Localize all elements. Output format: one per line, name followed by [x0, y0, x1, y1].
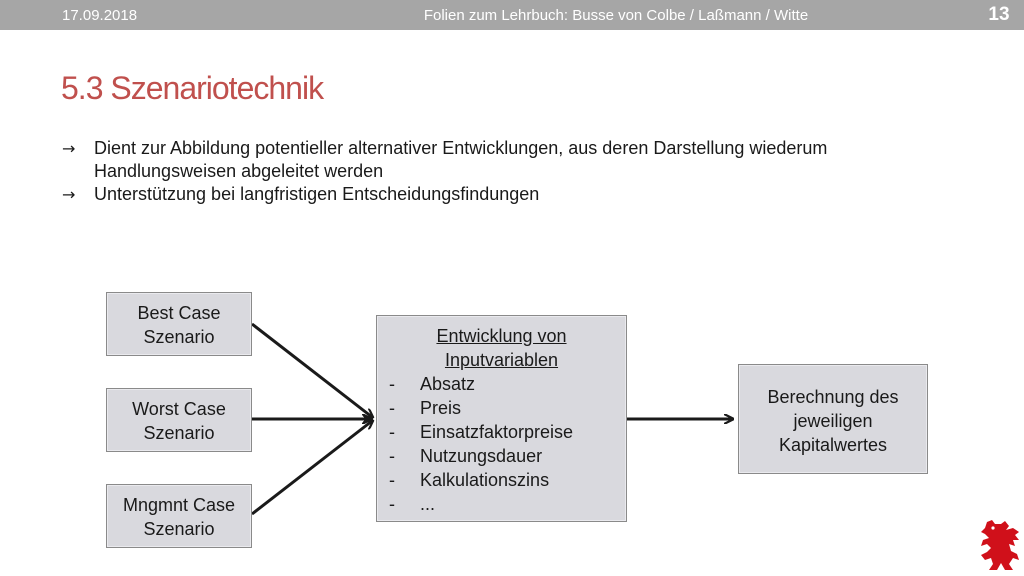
list-item	[377, 492, 626, 516]
arrow-right-icon: →	[62, 185, 76, 204]
list-item	[377, 468, 626, 492]
list-item-label: Preis	[420, 398, 462, 418]
dash-marker: -	[389, 494, 395, 514]
mngmnt-case-line2: Szenario	[143, 519, 215, 539]
best-case-box	[106, 292, 252, 356]
inputs-heading-line1: Entwicklung von	[436, 326, 567, 346]
list-item	[377, 396, 626, 420]
page-number: 13	[988, 4, 1010, 25]
worst-case-box	[106, 388, 252, 452]
result-line1: Berechnung des	[767, 387, 899, 407]
dash-marker: -	[389, 398, 395, 418]
arrow-best-to-inputs	[252, 324, 372, 417]
mngmnt-case-box	[106, 484, 252, 548]
bullet-text: Dient zur Abbildung potentieller alternativer Entwicklungen, aus deren Darstellung wiederum Handlungsweisen abgeleitet werden	[94, 138, 828, 181]
list-item	[377, 444, 626, 468]
mngmnt-case-line1: Mngmnt Case	[122, 495, 236, 515]
inputs-heading-line2: Inputvariablen	[444, 350, 559, 370]
result-line3: Kapitalwertes	[778, 435, 888, 455]
input-variables-box	[376, 315, 627, 522]
arrow-right-icon: →	[62, 139, 76, 158]
result-line2: jeweiligen	[793, 411, 873, 431]
input-variables-list	[377, 372, 626, 516]
list-item-label: Absatz	[420, 374, 476, 394]
bullet-text: Unterstützung bei langfristigen Entscheidungsfindungen	[94, 184, 540, 204]
arrow-mngmnt-to-inputs	[252, 421, 372, 514]
dash-marker: -	[389, 470, 395, 490]
result-box	[738, 364, 928, 474]
header-date: 17.09.2018	[62, 7, 138, 24]
berlin-bear-icon	[979, 518, 1021, 572]
dash-marker: -	[389, 422, 395, 442]
header-title: Folien zum Lehrbuch: Busse von Colbe / Laßmann / Witte	[423, 7, 809, 24]
dash-marker: -	[389, 446, 395, 466]
best-case-line2: Szenario	[143, 327, 215, 347]
list-item-label: Einsatzfaktorpreise	[420, 422, 574, 442]
list-item-label: ...	[420, 494, 436, 514]
list-item-label: Nutzungsdauer	[420, 446, 543, 466]
list-item-label: Kalkulationszins	[420, 470, 550, 490]
list-item	[377, 372, 626, 396]
best-case-line1: Best Case	[137, 303, 221, 323]
worst-case-line1: Worst Case	[132, 399, 226, 419]
worst-case-line2: Szenario	[143, 423, 215, 443]
slide-title: 5.3 Szenariotechnik	[61, 70, 324, 106]
list-item	[377, 420, 626, 444]
dash-marker: -	[389, 374, 395, 394]
